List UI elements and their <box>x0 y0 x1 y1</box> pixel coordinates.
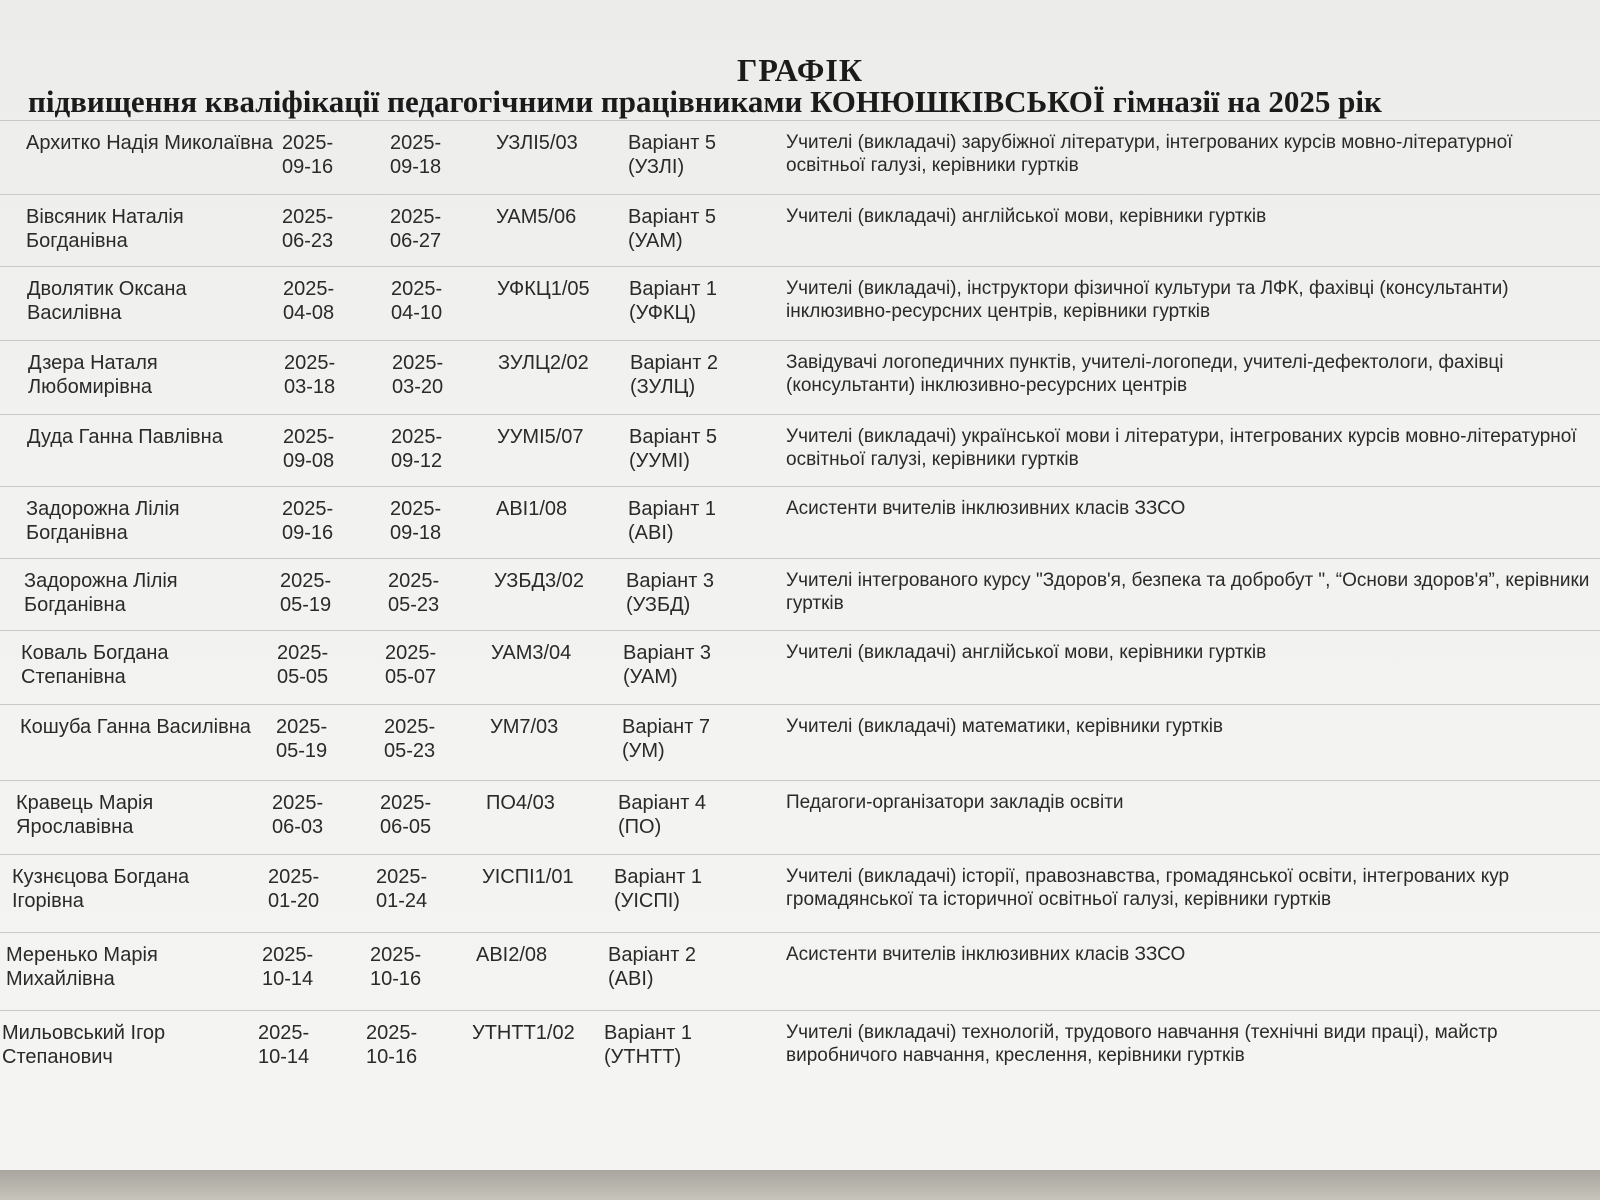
table-row <box>0 558 1600 631</box>
cell-variant: Варіант 5 (УАМ) <box>628 206 717 252</box>
cell-name: Дзера Наталя Любомирівна <box>28 352 158 398</box>
cell-description: Педагоги-організатори закладів освіти <box>786 792 1124 813</box>
cell-variant: Варіант 2 (АВІ) <box>608 944 697 990</box>
cell-variant: Варіант 5 (УУМІ) <box>629 426 718 472</box>
cell-description: Учителі (викладачі) технологій, трудового навчання (технічні види праці), майстр виробничого навчання, креслення, керівники гуртків <box>786 1022 1498 1066</box>
cell-end-date: 2025-05-07 <box>385 642 437 688</box>
cell-end-date: 2025-05-23 <box>388 570 440 616</box>
cell-code: УТНТТ1/02 <box>472 1022 575 1044</box>
cell-variant: Варіант 1 (УТНТТ) <box>604 1022 693 1068</box>
cell-description: Учителі (викладачі), інструктори фізичної культури та ЛФК, фахівці (консультанти) інклюзивно-ресурсних центрів, керівники гуртків <box>786 278 1509 322</box>
cell-start-date: 2025-04-08 <box>283 278 335 324</box>
cell-end-date: 2025-09-12 <box>391 426 443 472</box>
cell-name: Дуда Ганна Павлівна <box>27 426 223 448</box>
cell-end-date: 2025-10-16 <box>370 944 422 990</box>
cell-description: Учителі (викладачі) історії, правознавства, громадянської освіти, інтегрованих кур громадянської та історичної освітньої галузі, керівники гуртків <box>786 866 1510 910</box>
cell-code: УАМ5/06 <box>496 206 577 228</box>
cell-description: Асистенти вчителів інклюзивних класів ЗЗСО <box>786 498 1186 519</box>
cell-end-date: 2025-05-23 <box>384 716 436 762</box>
cell-variant: Варіант 1 (АВІ) <box>628 498 717 544</box>
cell-end-date: 2025-03-20 <box>392 352 444 398</box>
cell-code: ПО4/03 <box>486 792 555 814</box>
cell-end-date: 2025-06-05 <box>380 792 432 838</box>
cell-end-date: 2025-10-16 <box>366 1022 418 1068</box>
cell-start-date: 2025-09-08 <box>283 426 335 472</box>
cell-variant: Варіант 2 (ЗУЛЦ) <box>630 352 719 398</box>
cell-description: Учителі (викладачі) англійської мови, керівники гуртків <box>786 206 1267 227</box>
table-row <box>0 340 1600 415</box>
cell-name: Кузнєцова Богдана Ігорівна <box>12 866 190 912</box>
cell-start-date: 2025-06-23 <box>282 206 334 252</box>
cell-code: УМ7/03 <box>490 716 559 738</box>
cell-code: УЗБД3/02 <box>494 570 584 592</box>
cell-code: УЗЛІ5/03 <box>496 132 578 154</box>
cell-name: Задорожна Лілія Богданівна <box>26 498 180 544</box>
cell-start-date: 2025-06-03 <box>272 792 324 838</box>
table-row <box>0 630 1600 705</box>
cell-start-date: 2025-01-20 <box>268 866 320 912</box>
cell-end-date: 2025-01-24 <box>376 866 428 912</box>
cell-description: Учителі (викладачі) української мови і літератури, інтегрованих курсів мовно-літературної освітньої галузі, керівники гуртків <box>786 426 1577 470</box>
cell-variant: Варіант 4 (ПО) <box>618 792 707 838</box>
cell-start-date: 2025-09-16 <box>282 498 334 544</box>
table-row <box>0 854 1600 933</box>
cell-variant: Варіант 1 (УІСПІ) <box>614 866 703 912</box>
cell-start-date: 2025-05-19 <box>276 716 328 762</box>
cell-description: Учителі (викладачі) англійської мови, керівники гуртків <box>786 642 1267 663</box>
table-row <box>0 780 1600 855</box>
cell-description: Учителі інтегрованого курсу "Здоров'я, безпека та добробут ", “Основи здоров'я”, керівники гуртків <box>786 570 1590 614</box>
cell-code: УУМІ5/07 <box>497 426 584 448</box>
cell-name: Мильовський Ігор Степанович <box>2 1022 166 1068</box>
cell-name: Кошуба Ганна Василівна <box>20 716 251 738</box>
background-surface <box>0 1170 1600 1200</box>
cell-variant: Варіант 3 (УЗБД) <box>626 570 715 616</box>
table-row <box>0 266 1600 341</box>
cell-end-date: 2025-04-10 <box>391 278 443 324</box>
cell-name: Дволятик Оксана Василівна <box>27 278 187 324</box>
cell-end-date: 2025-09-18 <box>390 132 442 178</box>
cell-name: Коваль Богдана Степанівна <box>21 642 169 688</box>
cell-start-date: 2025-05-05 <box>277 642 329 688</box>
table-row <box>0 120 1600 195</box>
table-row <box>0 932 1600 1011</box>
document-subtitle: підвищення кваліфікації педагогічними працівниками КОНЮШКІВСЬКОЇ гімназії на 2025 рік <box>28 84 1382 119</box>
cell-code: АВІ1/08 <box>496 498 568 520</box>
table-row <box>0 704 1600 781</box>
cell-end-date: 2025-06-27 <box>390 206 442 252</box>
cell-variant: Варіант 1 (УФКЦ) <box>629 278 718 324</box>
document-title: ГРАФІК <box>736 52 864 88</box>
table-row <box>0 1010 1600 1101</box>
cell-description: Асистенти вчителів інклюзивних класів ЗЗСО <box>786 944 1186 965</box>
cell-start-date: 2025-10-14 <box>258 1022 310 1068</box>
cell-code: УІСПІ1/01 <box>482 866 574 888</box>
cell-code: УАМ3/04 <box>491 642 572 664</box>
cell-code: АВІ2/08 <box>476 944 548 966</box>
cell-end-date: 2025-09-18 <box>390 498 442 544</box>
cell-name: Вівсяник Наталія Богданівна <box>26 206 184 252</box>
cell-start-date: 2025-10-14 <box>262 944 314 990</box>
cell-description: Учителі (викладачі) зарубіжної літератури, інтегрованих курсів мовно-літературної освітньої галузі, керівники гуртків <box>786 132 1513 176</box>
cell-description: Учителі (викладачі) математики, керівники гуртків <box>786 716 1224 737</box>
table-row <box>0 194 1600 267</box>
cell-start-date: 2025-05-19 <box>280 570 332 616</box>
cell-code: УФКЦ1/05 <box>497 278 590 300</box>
cell-code: ЗУЛЦ2/02 <box>498 352 589 374</box>
cell-name: Кравець Марія Ярославівна <box>16 792 154 838</box>
cell-variant: Варіант 7 (УМ) <box>622 716 711 762</box>
cell-variant: Варіант 3 (УАМ) <box>623 642 712 688</box>
cell-name: Задорожна Лілія Богданівна <box>24 570 178 616</box>
cell-variant: Варіант 5 (УЗЛІ) <box>628 132 717 178</box>
cell-description: Завідувачі логопедичних пунктів, учителі-логопеди, учителі-дефектологи, фахівці (консультанти) інклюзивно-ресурсних центрів <box>786 352 1504 396</box>
table-row <box>0 414 1600 487</box>
cell-name: Меренько Марія Михайлівна <box>6 944 158 990</box>
cell-start-date: 2025-03-18 <box>284 352 336 398</box>
cell-start-date: 2025-09-16 <box>282 132 334 178</box>
cell-name: Архитко Надія Миколаївна <box>26 132 273 154</box>
table-row <box>0 486 1600 559</box>
